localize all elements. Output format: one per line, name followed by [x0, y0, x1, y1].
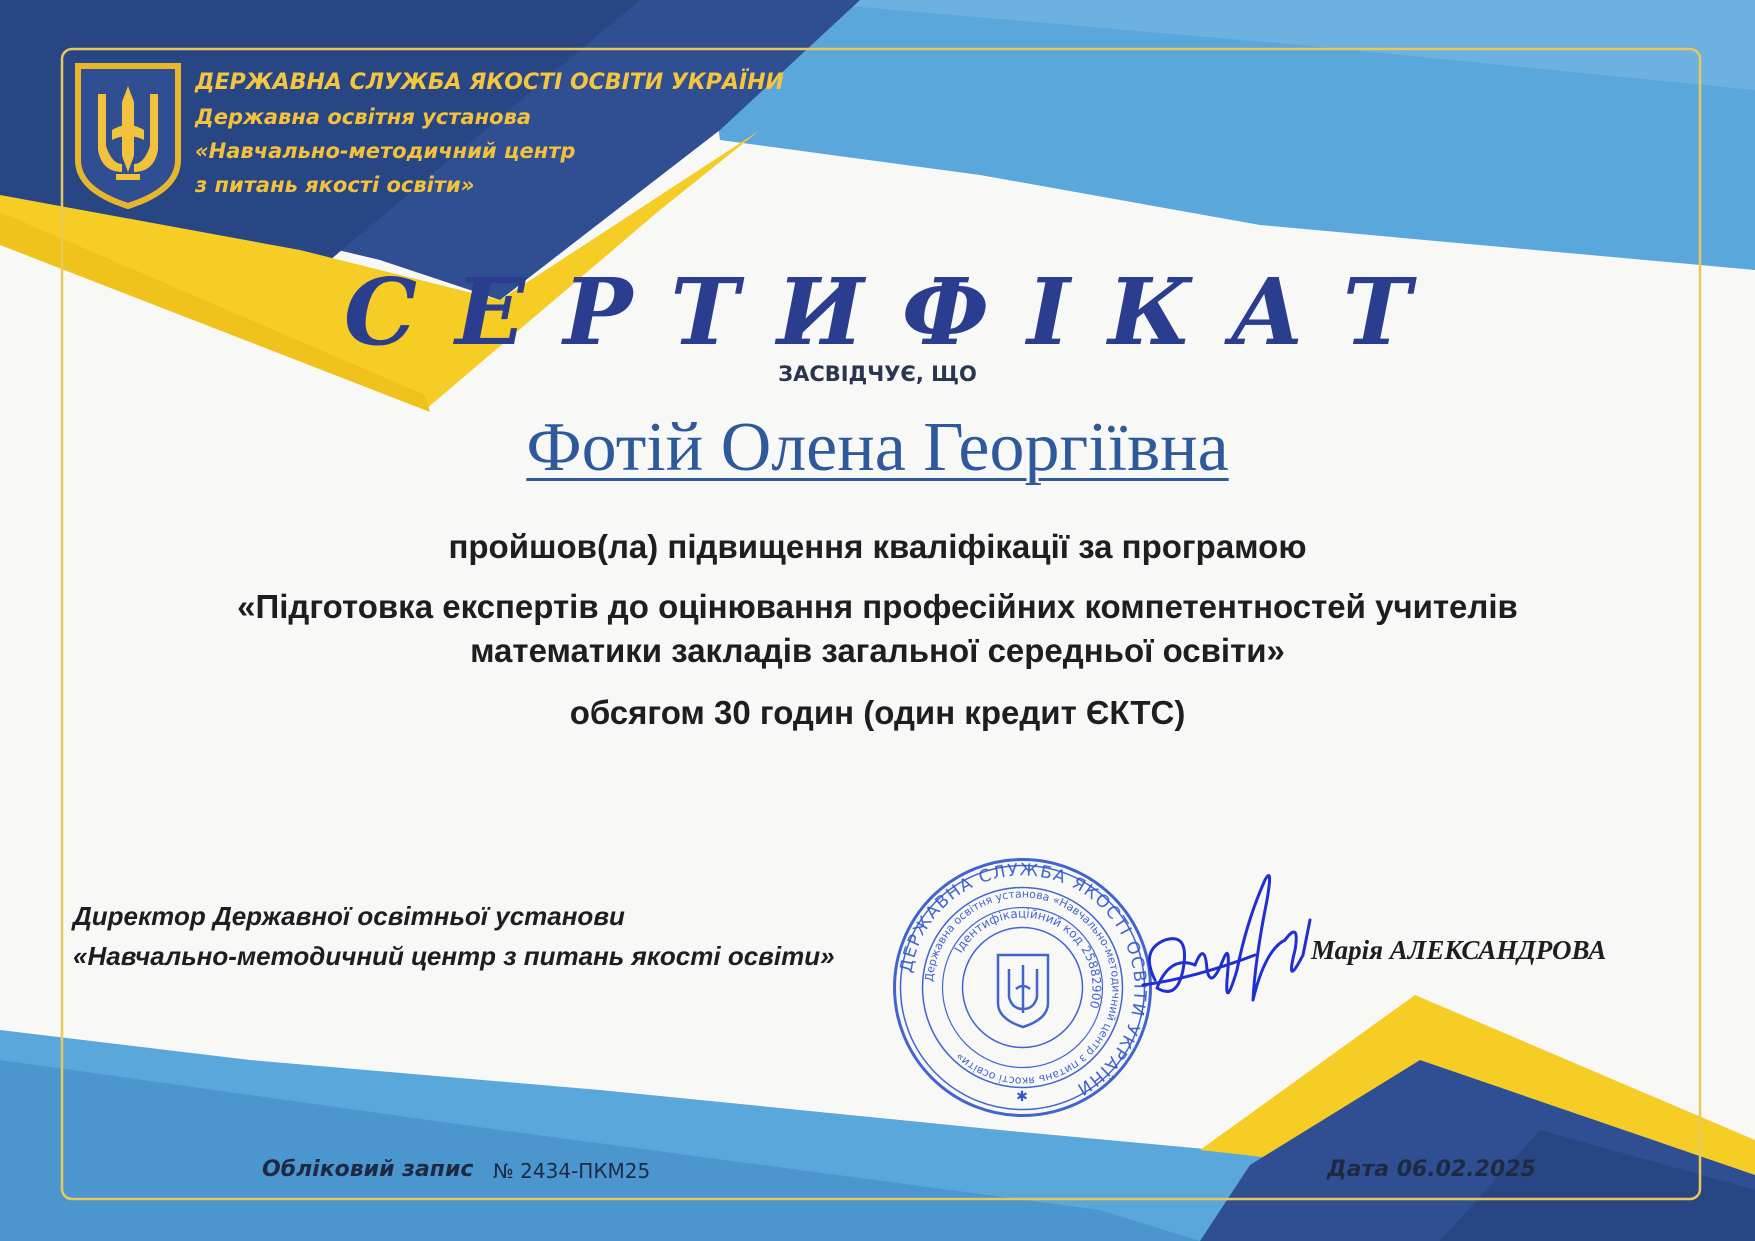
certificate-title: СЕРТИФІКАТ — [343, 258, 1450, 366]
recipient-name — [0, 408, 1755, 488]
certifies-label: ЗАСВІДЧУЄ, ЩО — [778, 362, 977, 386]
recipient-name-text: Фотій Олена Георгіївна — [526, 409, 1229, 486]
signatory-title-line-1: Директор Державної освітньої установи — [73, 901, 625, 931]
seal-code-text: Ідентифікаційний код 25882900 — [951, 906, 1104, 1010]
svg-text:✱: ✱ — [1016, 1090, 1028, 1105]
handwritten-signature-icon — [1135, 860, 1320, 1040]
program-hours: обсягом 30 годин (один кредит ЄКТС) — [569, 694, 1186, 731]
seal-outer-text: ДЕРЖАВНА СЛУЖБА ЯКОСТІ ОСВІТИ УКРАЇНИ — [896, 860, 1150, 1100]
issue-date: Дата 06.02.2025 — [1327, 1157, 1536, 1182]
program-title-line-2: математики закладів загальної середньої освіти» — [470, 632, 1285, 669]
signatory-name: Марія АЛЕКСАНДРОВА — [1311, 935, 1607, 965]
program-title-line-1: «Підготовка експертів до оцінювання професійних компетентностей учителів — [237, 588, 1518, 625]
record-label: Обліковий запис — [262, 1157, 474, 1182]
official-seal-icon — [890, 855, 1155, 1120]
organization-header — [195, 66, 784, 202]
organization-line-3: «Навчально-методичний центр — [195, 139, 576, 163]
signatory-title-line-2: «Навчально-методичний центр з питань якості освіти» — [73, 941, 835, 971]
record-number: № 2434-ПКМ25 — [493, 1159, 651, 1183]
organization-line-4: з питань якості освіти» — [195, 173, 475, 197]
completion-statement: пройшов(ла) підвищення кваліфікації за програмою — [448, 528, 1307, 565]
trident-coat-of-arms-icon — [72, 60, 184, 210]
signatory-title — [73, 896, 835, 976]
seal-inner-text: Державна освітня установа «Навчально-методичний центр з питань якості освіти» — [922, 887, 1123, 1088]
organization-line-1: ДЕРЖАВНА СЛУЖБА ЯКОСТІ ОСВІТИ УКРАЇНИ — [195, 70, 784, 95]
organization-line-2: Державна освітня установа — [195, 105, 532, 129]
